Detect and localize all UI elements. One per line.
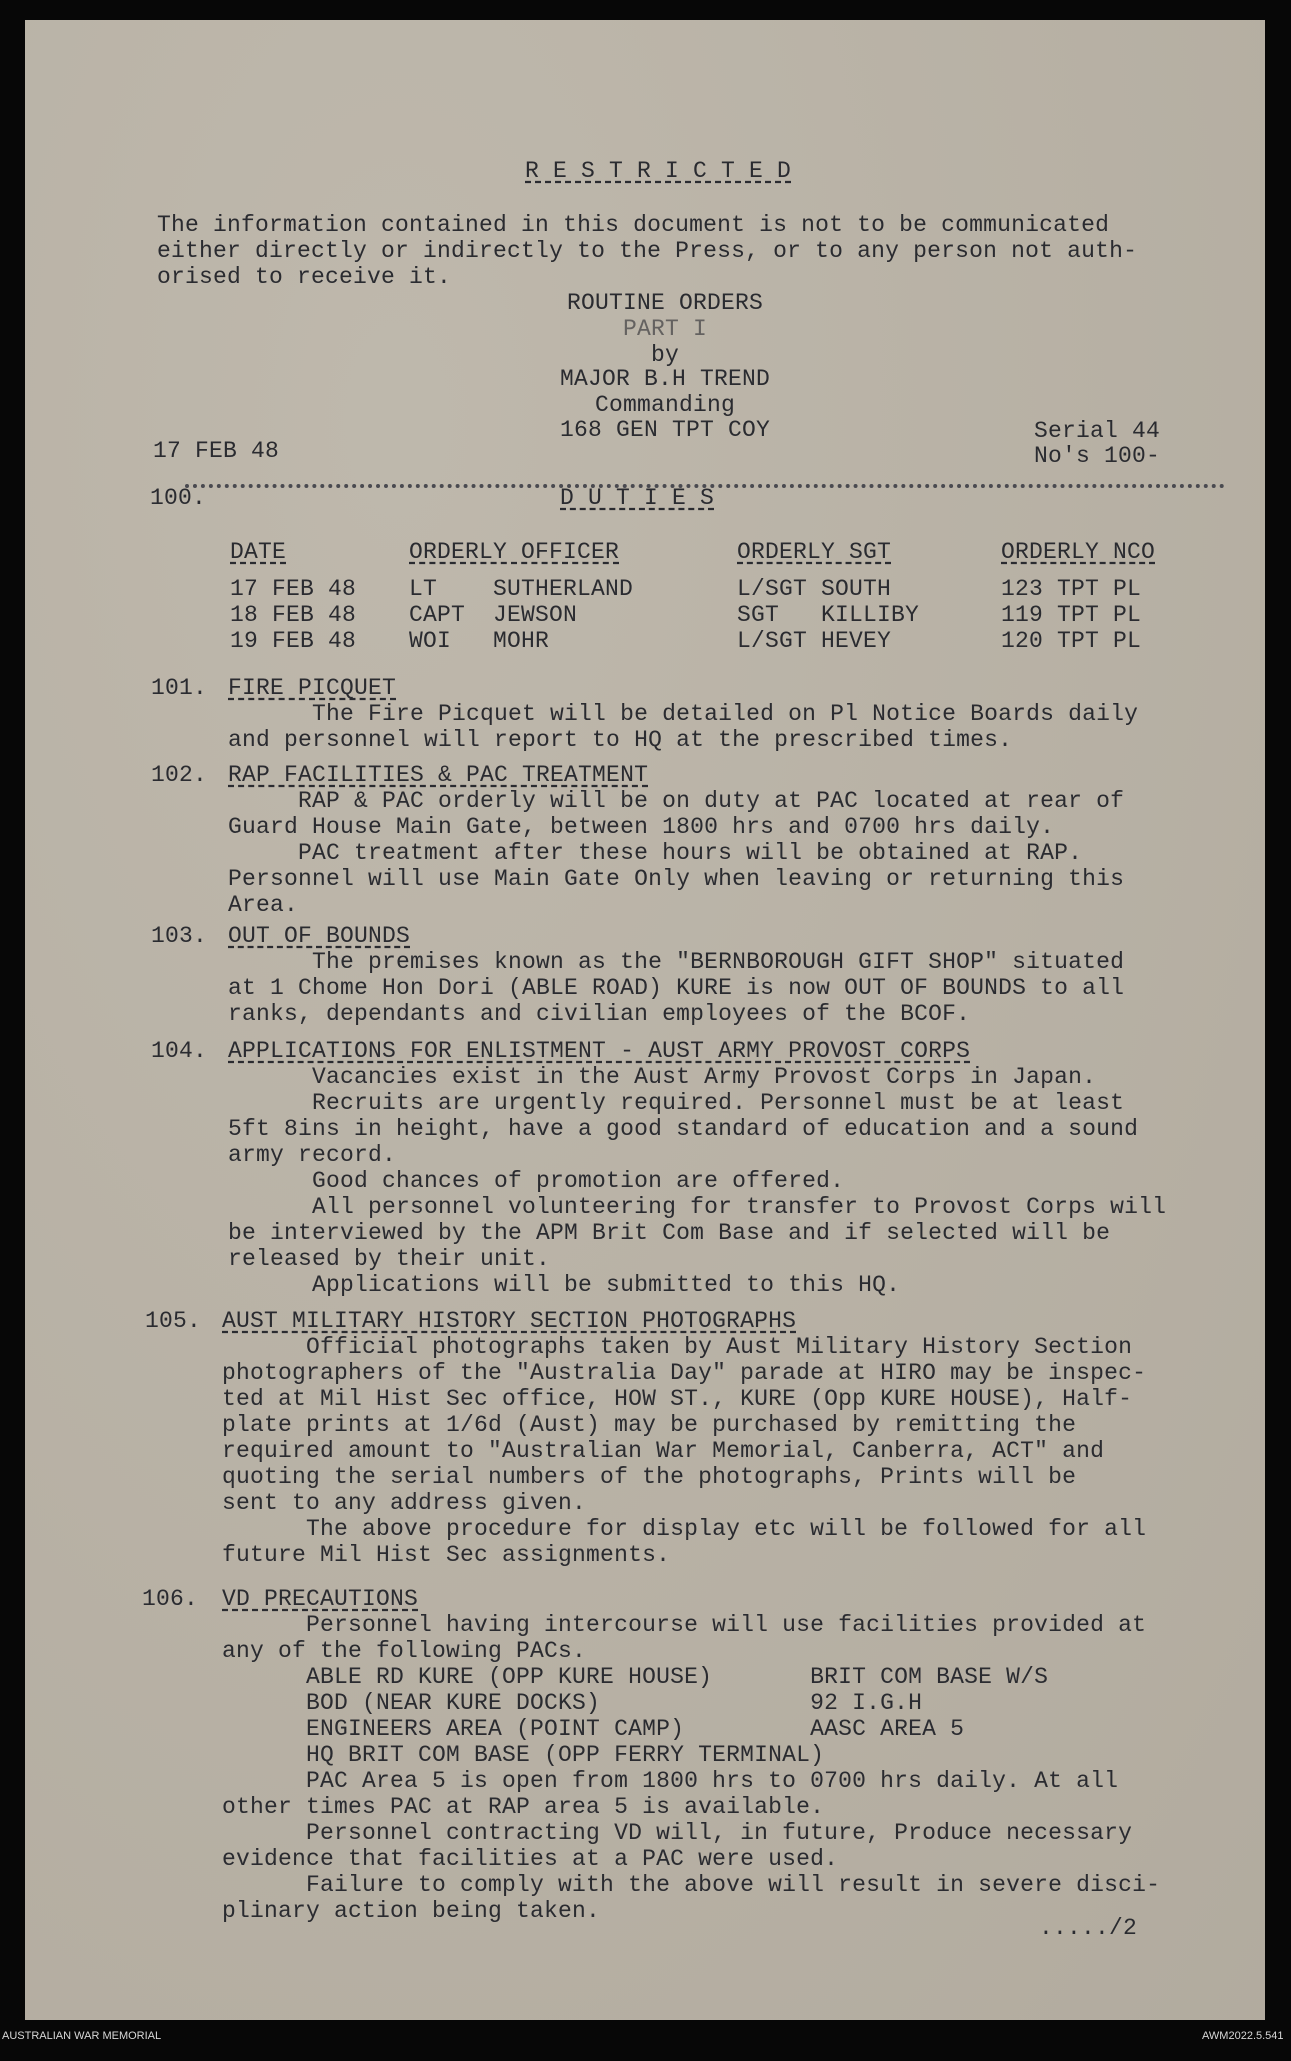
section-number: 105. (145, 1308, 202, 1334)
table-header: ORDERLY NCO (1001, 539, 1156, 565)
table-cell: CAPT JEWSON (409, 602, 578, 628)
restricted-heading: R E S T R I C T E D (525, 158, 792, 184)
title-line: ROUTINE ORDERS (566, 290, 764, 316)
body-line: The premises known as the "BERNBOROUGH GIFT SHOP" situated (228, 949, 1125, 975)
body-line: The above procedure for display etc will be followed for all (222, 1516, 1147, 1542)
title-line: by (650, 342, 679, 368)
body-line: PAC treatment after these hours will be obtained at RAP. (228, 840, 1083, 866)
section-number: 106. (142, 1586, 199, 1612)
table-cell: L/SGT HEVEY (737, 628, 892, 654)
body-line: ranks, dependants and civilian employees of the BCOF. (228, 1001, 971, 1027)
body-line: be interviewed by the APM Brit Com Base and if selected will be (228, 1220, 1111, 1246)
body-line: The Fire Picquet will be detailed on Pl Notice Boards daily (228, 701, 1139, 727)
archive-reference: AWM2022.5.541 (1202, 2030, 1284, 2042)
table-cell: 123 TPT PL (1001, 576, 1142, 602)
body-line: ted at Mil Hist Sec office, HOW ST., KURE (Opp KURE HOUSE), Half- (222, 1386, 1133, 1412)
section-heading: APPLICATIONS FOR ENLISTMENT - AUST ARMY PROVOST CORPS (228, 1038, 971, 1064)
body-line: photographers of the "Australia Day" parade at HIRO may be inspec- (222, 1360, 1147, 1386)
body-line: Vacancies exist in the Aust Army Provost Corps in Japan. (228, 1064, 1097, 1090)
body-line: Official photographs taken by Aust Military History Section (222, 1334, 1133, 1360)
table-cell: 120 TPT PL (1001, 628, 1142, 654)
body-line: ENGINEERS AREA (POINT CAMP) AASC AREA 5 (222, 1716, 965, 1742)
archive-credit: AUSTRALIAN WAR MEMORIAL (2, 2030, 162, 2042)
order-date: 17 FEB 48 (153, 438, 280, 464)
serial-number: Serial 44 (1034, 418, 1161, 444)
table-header: ORDERLY OFFICER (409, 539, 620, 565)
title-line: MAJOR B.H TREND (559, 366, 771, 392)
section-heading: RAP FACILITIES & PAC TREATMENT (228, 762, 649, 788)
notice-line: The information contained in this document is not to be communicated (157, 212, 1110, 238)
section-number: 100. (150, 485, 207, 511)
order-numbers: No's 100- (1034, 443, 1161, 469)
notice-line: orised to receive it. (157, 264, 452, 290)
body-line: future Mil Hist Sec assignments. (222, 1542, 671, 1568)
section-number: 104. (151, 1038, 208, 1064)
body-line: Personnel will use Main Gate Only when leaving or returning this (228, 866, 1125, 892)
continuation-mark: ...../2 (1039, 1915, 1138, 1941)
body-line: Failure to comply with the above will result in severe disci- (222, 1872, 1161, 1898)
body-line: ABLE RD KURE (OPP KURE HOUSE) BRIT COM BASE W/S (222, 1664, 1049, 1690)
table-header: DATE (230, 539, 287, 565)
title-line: Commanding (594, 392, 736, 418)
document-page (25, 20, 1265, 2020)
body-line: plate prints at 1/6d (Aust) may be purchased by remitting the (222, 1412, 1077, 1438)
table-cell: 119 TPT PL (1001, 602, 1142, 628)
body-line: at 1 Chome Hon Dori (ABLE ROAD) KURE is now OUT OF BOUNDS to all (228, 975, 1125, 1001)
section-number: 101. (151, 675, 208, 701)
body-line: any of the following PACs. (222, 1638, 587, 1664)
body-line: PAC Area 5 is open from 1800 hrs to 0700 hrs daily. At all (222, 1768, 1119, 1794)
section-number: 103. (151, 923, 208, 949)
section-heading: VD PRECAUTIONS (222, 1586, 419, 1612)
body-line: plinary action being taken. (222, 1898, 601, 1924)
body-line: released by their unit. (228, 1246, 551, 1272)
body-line: Applications will be submitted to this HQ. (228, 1272, 901, 1298)
table-cell: 17 FEB 48 (230, 576, 357, 602)
title-line: PART I (622, 316, 707, 342)
section-heading: D U T I E S (560, 485, 715, 511)
table-cell: SGT KILLIBY (737, 602, 920, 628)
section-heading: AUST MILITARY HISTORY SECTION PHOTOGRAPHS (222, 1308, 797, 1334)
notice-line: either directly or indirectly to the Press, or to any person not auth- (157, 238, 1138, 264)
body-line: All personnel volunteering for transfer to Provost Corps will (228, 1194, 1167, 1220)
section-heading: OUT OF BOUNDS (228, 923, 411, 949)
title-line: 168 GEN TPT COY (559, 417, 771, 443)
body-line: Personnel contracting VD will, in future, Produce necessary (222, 1820, 1133, 1846)
table-header: ORDERLY SGT (737, 539, 892, 565)
body-line: sent to any address given. (222, 1490, 587, 1516)
table-cell: LT SUTHERLAND (409, 576, 634, 602)
body-line: evidence that facilities at a PAC were used. (222, 1846, 839, 1872)
body-line: Area. (228, 892, 299, 918)
section-number: 102. (151, 762, 208, 788)
table-cell: 18 FEB 48 (230, 602, 357, 628)
body-line: quoting the serial numbers of the photographs, Prints will be (222, 1464, 1077, 1490)
body-line: Good chances of promotion are offered. (228, 1168, 845, 1194)
body-line: BOD (NEAR KURE DOCKS) 92 I.G.H (222, 1690, 923, 1716)
body-line: HQ BRIT COM BASE (OPP FERRY TERMINAL) (222, 1742, 825, 1768)
body-line: other times PAC at RAP area 5 is available. (222, 1794, 825, 1820)
body-line: RAP & PAC orderly will be on duty at PAC located at rear of (228, 788, 1125, 814)
body-line: Personnel having intercourse will use facilities provided at (222, 1612, 1147, 1638)
body-line: army record. (228, 1142, 397, 1168)
body-line: Recruits are urgently required. Personnel must be at least (228, 1090, 1125, 1116)
body-line: Guard House Main Gate, between 1800 hrs and 0700 hrs daily. (228, 814, 1055, 840)
table-cell: 19 FEB 48 (230, 628, 357, 654)
table-cell: L/SGT SOUTH (737, 576, 892, 602)
body-line: 5ft 8ins in height, have a good standard of education and a sound (228, 1116, 1139, 1142)
body-line: required amount to "Australian War Memorial, Canberra, ACT" and (222, 1438, 1105, 1464)
body-line: and personnel will report to HQ at the prescribed times. (228, 727, 1013, 753)
table-cell: WOI MOHR (409, 628, 550, 654)
section-heading: FIRE PICQUET (228, 675, 397, 701)
